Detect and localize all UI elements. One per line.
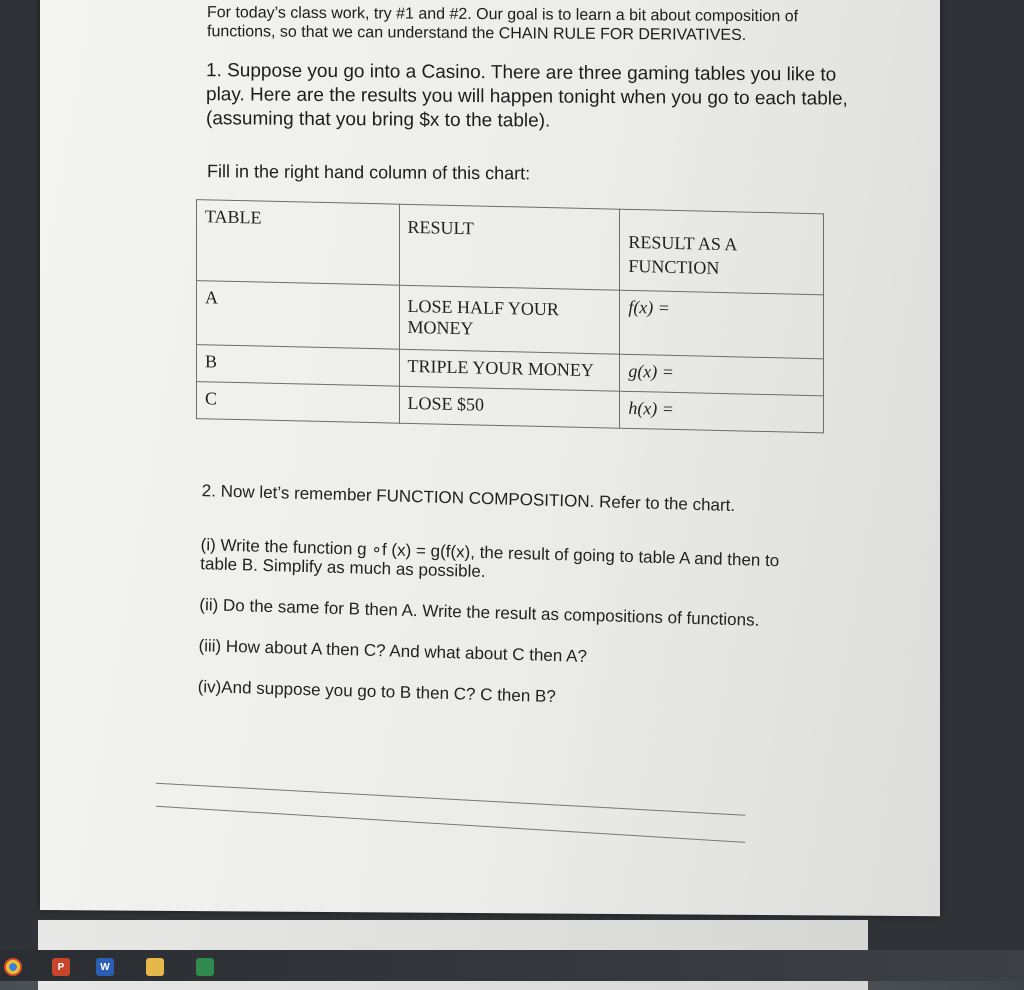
cell-result: LOSE $50 <box>399 386 620 428</box>
header-table: TABLE <box>197 200 400 286</box>
cell-function[interactable] <box>620 391 824 433</box>
folder-icon[interactable] <box>146 958 164 976</box>
chrome-icon[interactable] <box>4 958 22 976</box>
table-header-row <box>197 200 824 296</box>
intro-text: For today’s class work, try #1 and #2. Our goal is to learn a bit about composition of functions, so that we can understand the CHAIN RULE FOR DERIVATIVES. <box>207 4 799 44</box>
cell-function[interactable] <box>620 354 824 395</box>
cell-result <box>399 285 620 354</box>
powerpoint-label: P <box>57 961 65 973</box>
word-label: W <box>100 961 110 973</box>
cell-function[interactable] <box>620 291 824 360</box>
powerpoint-icon[interactable] <box>52 958 70 976</box>
header-result-label: RESULT <box>407 216 474 239</box>
fill-instruction: Fill in the right hand column of this chart: <box>207 161 531 184</box>
header-result <box>399 204 620 290</box>
cell-table: B <box>197 345 400 386</box>
answer-line <box>156 806 745 843</box>
question-1: 1. Suppose you go into a Casino. There are three gaming tables you like to play. Here are the results you will happen tonight when you go to each table, (assuming that you bring $x to the table). <box>206 60 848 132</box>
cell-result-text: LOSE HALF YOUR MONEY <box>407 296 559 339</box>
function-label: g(x) = <box>628 361 674 383</box>
question-2-item-iii: (iii) How about A then C? And what about C then A? <box>198 636 588 666</box>
function-label: f(x) = <box>628 297 670 319</box>
question-2-item-iv: (iv)And suppose you go to B then C? C then B? <box>197 677 556 707</box>
casino-table <box>196 199 824 433</box>
cell-result: TRIPLE YOUR MONEY <box>399 349 620 391</box>
word-icon[interactable] <box>96 958 114 976</box>
question-2-heading: 2. Now let’s remember FUNCTION COMPOSITION. Refer to the chart. <box>201 481 736 516</box>
document-page <box>40 0 940 916</box>
header-function-label: RESULT AS A FUNCTION <box>628 231 737 278</box>
question-2-item-i: (i) Write the function g ∘f (x) = g(f(x), the result of going to table A and then to table B. Simplify as much as possible. <box>200 535 780 582</box>
header-function <box>620 209 824 295</box>
function-label: h(x) = <box>628 398 674 420</box>
cell-table: C <box>197 382 400 423</box>
question-2-item-ii: (ii) Do the same for B then A. Write the result as compositions of functions. <box>199 595 760 630</box>
excel-icon[interactable] <box>196 958 214 976</box>
cell-table: A <box>197 281 400 350</box>
question-2 <box>197 481 822 735</box>
